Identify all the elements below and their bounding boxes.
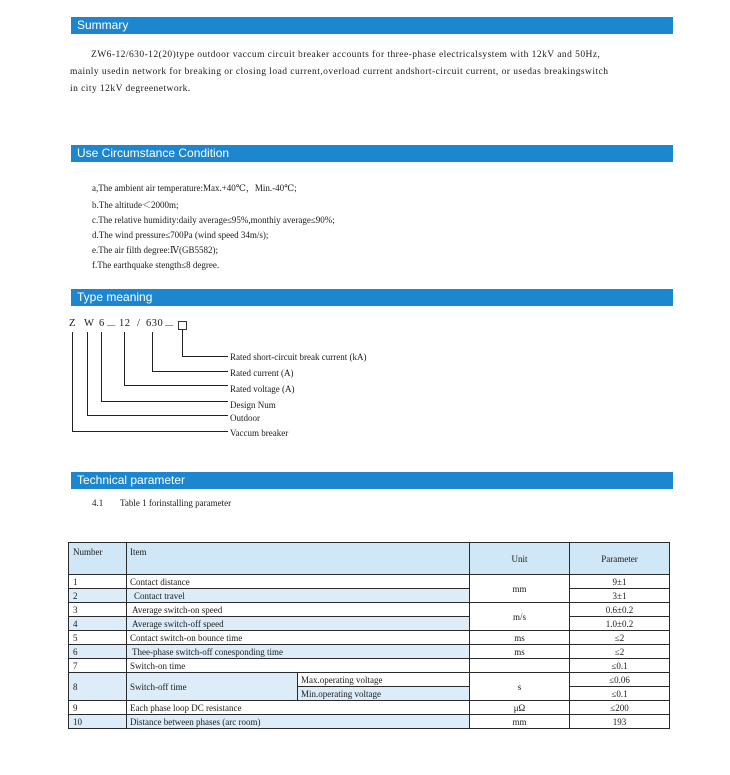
row-parameter: 193 bbox=[570, 715, 670, 729]
technical-heading-bar bbox=[71, 472, 673, 489]
table-caption-number: 4.1 bbox=[92, 498, 104, 508]
table-row bbox=[69, 715, 670, 729]
connector-line bbox=[101, 401, 228, 402]
row-parameter: 3±1 bbox=[570, 589, 670, 603]
row-number: 8 bbox=[69, 673, 127, 701]
code-label: Rated voltage (A) bbox=[230, 384, 295, 394]
row-item: Thee-phase switch-off conesponding time bbox=[127, 645, 470, 659]
row-number: 4 bbox=[69, 617, 127, 631]
connector-line bbox=[152, 371, 228, 372]
table-row bbox=[69, 631, 670, 645]
row-number: 2 bbox=[69, 589, 127, 603]
summary-line-2: mainly usedin network for breaking or closing load current,overload current andshort-circuit current, or usedas breakingswitch bbox=[70, 67, 609, 77]
row-item: Contact distance bbox=[127, 575, 470, 589]
table-row bbox=[69, 659, 670, 673]
code-letter: 6 bbox=[99, 318, 105, 329]
condition-item: e.The air filth degree:Ⅳ(GB5582); bbox=[92, 245, 218, 255]
row-parameter: ≤200 bbox=[570, 701, 670, 715]
code-letter: W bbox=[84, 318, 95, 329]
condition-item: f.The earthquake stength≤8 degree. bbox=[92, 260, 220, 270]
row-number: 5 bbox=[69, 631, 127, 645]
condition-item: c.The relative humidity:daily average≤95%,monthiy average≤90%; bbox=[92, 215, 335, 225]
row-number: 1 bbox=[69, 575, 127, 589]
row-unit bbox=[470, 659, 570, 673]
row-item: Average switch-off speed bbox=[127, 617, 470, 631]
connector-line bbox=[72, 431, 228, 432]
row-unit: m/s bbox=[470, 603, 570, 631]
row-unit: μΩ bbox=[470, 701, 570, 715]
row-number: 6 bbox=[69, 645, 127, 659]
row-unit: s bbox=[470, 673, 570, 701]
table-row bbox=[69, 603, 670, 617]
row-item: Switch-off time bbox=[127, 673, 298, 701]
row-parameter: ≤0.06 bbox=[570, 673, 670, 687]
connector-line bbox=[101, 332, 102, 402]
technical-heading: Technical parameter bbox=[77, 473, 186, 487]
row-subitem: Min.operating voltage bbox=[298, 687, 470, 701]
row-parameter: ≤2 bbox=[570, 631, 670, 645]
connector-line bbox=[182, 356, 228, 357]
connector-line bbox=[124, 332, 125, 386]
row-item: Average switch-on speed bbox=[127, 603, 470, 617]
row-item: Contact travel bbox=[127, 589, 470, 603]
table-row bbox=[69, 701, 670, 715]
header-item: Item bbox=[127, 543, 470, 575]
condition-item: a,The ambient air temperature:Max.+40℃，Min.-40℃; bbox=[92, 183, 297, 193]
code-letter: Z bbox=[69, 318, 76, 329]
row-number: 9 bbox=[69, 701, 127, 715]
type-meaning-heading-bar bbox=[71, 289, 673, 306]
row-unit: mm bbox=[470, 715, 570, 729]
row-number: 7 bbox=[69, 659, 127, 673]
row-parameter: ≤2 bbox=[570, 645, 670, 659]
row-parameter: ≤0.1 bbox=[570, 687, 670, 701]
code-letter: 630 bbox=[146, 318, 164, 329]
table-row bbox=[69, 589, 670, 603]
header-unit: Unit bbox=[470, 543, 570, 575]
row-number: 3 bbox=[69, 603, 127, 617]
table-header-row bbox=[69, 543, 670, 575]
table-row bbox=[69, 617, 670, 631]
row-parameter: 1.0±0.2 bbox=[570, 617, 670, 631]
code-label: Design Num bbox=[230, 400, 276, 410]
row-item: Switch-on time bbox=[127, 659, 470, 673]
code-label: Vaccum breaker bbox=[230, 428, 289, 438]
code-label: Rated current (A) bbox=[230, 368, 294, 378]
connector-line bbox=[182, 330, 183, 357]
row-item: Contact switch-on bounce time bbox=[127, 631, 470, 645]
row-item: Distance between phases (arc room) bbox=[127, 715, 470, 729]
summary-heading-bar bbox=[71, 17, 673, 34]
code-letter: 12 bbox=[119, 318, 131, 329]
circumstance-heading-bar bbox=[71, 145, 673, 162]
summary-line-3: in city 12kV degreenetwork. bbox=[70, 84, 191, 94]
row-unit: mm bbox=[470, 575, 570, 603]
condition-item: d.The wind pressure≤700Pa (wind speed 34m/s); bbox=[92, 230, 269, 240]
summary-heading: Summary bbox=[77, 18, 129, 32]
condition-item: b.The altitude＜2000m; bbox=[92, 200, 179, 210]
connector-line bbox=[124, 385, 228, 386]
code-dash: － bbox=[106, 321, 117, 332]
code-dash: － bbox=[164, 321, 175, 332]
table-caption: Table 1 forinstalling parameter bbox=[120, 498, 232, 508]
summary-line-1: ZW6-12/630-12(20)type outdoor vaccum circuit breaker accounts for three-phase electricalsystem with 12kV and 50Hz, bbox=[91, 50, 601, 60]
table-row bbox=[69, 575, 670, 589]
row-number: 10 bbox=[69, 715, 127, 729]
connector-line bbox=[87, 332, 88, 416]
row-subitem: Max.operating voltage bbox=[298, 673, 470, 687]
row-parameter: 9±1 bbox=[570, 575, 670, 589]
table-row bbox=[69, 673, 670, 687]
parameter-table bbox=[68, 542, 670, 729]
row-parameter: ≤0.1 bbox=[570, 659, 670, 673]
connector-line bbox=[87, 415, 228, 416]
row-unit: ms bbox=[470, 631, 570, 645]
row-item: Each phase loop DC resistance bbox=[127, 701, 470, 715]
row-unit: ms bbox=[470, 645, 570, 659]
table-row bbox=[69, 645, 670, 659]
header-parameter: Parameter bbox=[570, 543, 670, 575]
circumstance-heading: Use Circumstance Condition bbox=[77, 146, 230, 160]
code-slash: / bbox=[137, 318, 141, 329]
code-label: Rated short-circuit break current (kA) bbox=[230, 352, 367, 362]
connector-line bbox=[152, 332, 153, 372]
type-meaning-heading: Type meaning bbox=[77, 290, 153, 304]
header-number: Number bbox=[69, 543, 127, 575]
code-label: Outdoor bbox=[230, 413, 260, 423]
connector-line bbox=[72, 332, 73, 432]
code-blank-box bbox=[178, 321, 187, 330]
row-parameter: 0.6±0.2 bbox=[570, 603, 670, 617]
